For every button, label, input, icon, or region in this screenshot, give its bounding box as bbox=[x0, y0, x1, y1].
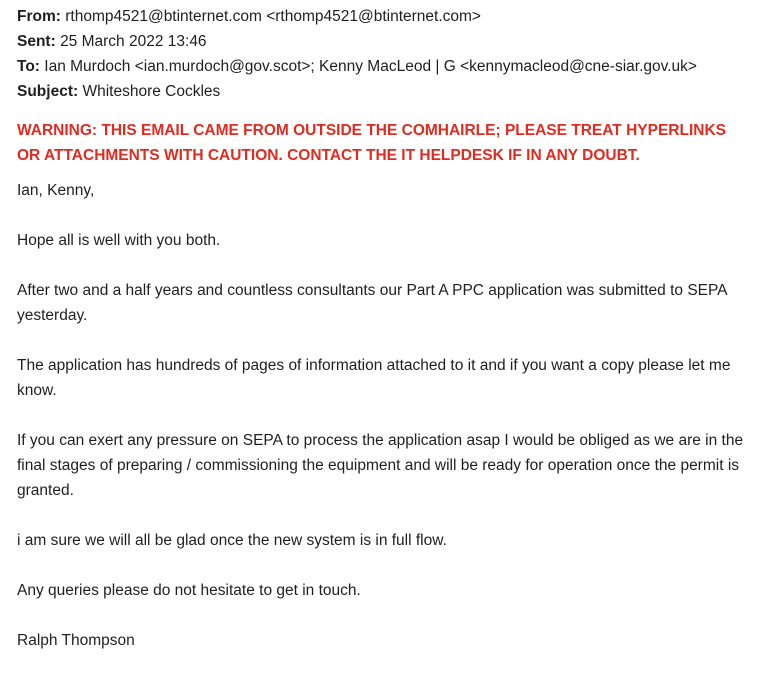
from-line bbox=[17, 4, 749, 29]
subject-value: Whiteshore Cockles bbox=[82, 83, 221, 100]
sent-label: Sent: bbox=[17, 33, 56, 50]
sent-value: 25 March 2022 13:46 bbox=[60, 33, 207, 50]
to-value[interactable]: Ian Murdoch <ian.murdoch@gov.scot>; Kenny MacLeod | G <kennymacleod@cne-siar.gov.uk> bbox=[44, 58, 697, 75]
subject-label: Subject: bbox=[17, 83, 79, 100]
external-email-warning: WARNING: THIS EMAIL CAME FROM OUTSIDE THE COMHAIRLE; PLEASE TREAT HYPERLINKS OR ATTACHMENTS WITH CAUTION. CONTACT THE IT HELPDESK IF IN ANY DOUBT. bbox=[17, 122, 726, 164]
body-paragraph-5: i am sure we will all be glad once the new system is in full flow. bbox=[17, 532, 447, 549]
signature: Ralph Thompson bbox=[17, 632, 135, 649]
body-paragraph-6: Any queries please do not hesitate to get in touch. bbox=[17, 582, 361, 599]
email-header bbox=[17, 4, 749, 104]
greeting: Ian, Kenny, bbox=[17, 182, 95, 199]
to-line bbox=[17, 54, 749, 79]
sent-line bbox=[17, 29, 749, 54]
from-label: From: bbox=[17, 8, 61, 25]
subject-line bbox=[17, 79, 749, 104]
body-paragraph-3: The application has hundreds of pages of information attached to it and if you want a copy please let me know. bbox=[17, 357, 731, 399]
body-paragraph-4: If you can exert any pressure on SEPA to process the application asap I would be obliged as we are in the final stages of preparing / commissioning the equipment and will be ready for operation once the permit is granted. bbox=[17, 432, 744, 499]
body-paragraph-2: After two and a half years and countless consultants our Part A PPC application was submitted to SEPA yesterday. bbox=[17, 282, 727, 324]
to-label: To: bbox=[17, 58, 40, 75]
email-body bbox=[17, 178, 749, 653]
body-paragraph-1: Hope all is well with you both. bbox=[17, 232, 221, 249]
from-value[interactable]: rthomp4521@btinternet.com <rthomp4521@btinternet.com> bbox=[65, 8, 481, 25]
